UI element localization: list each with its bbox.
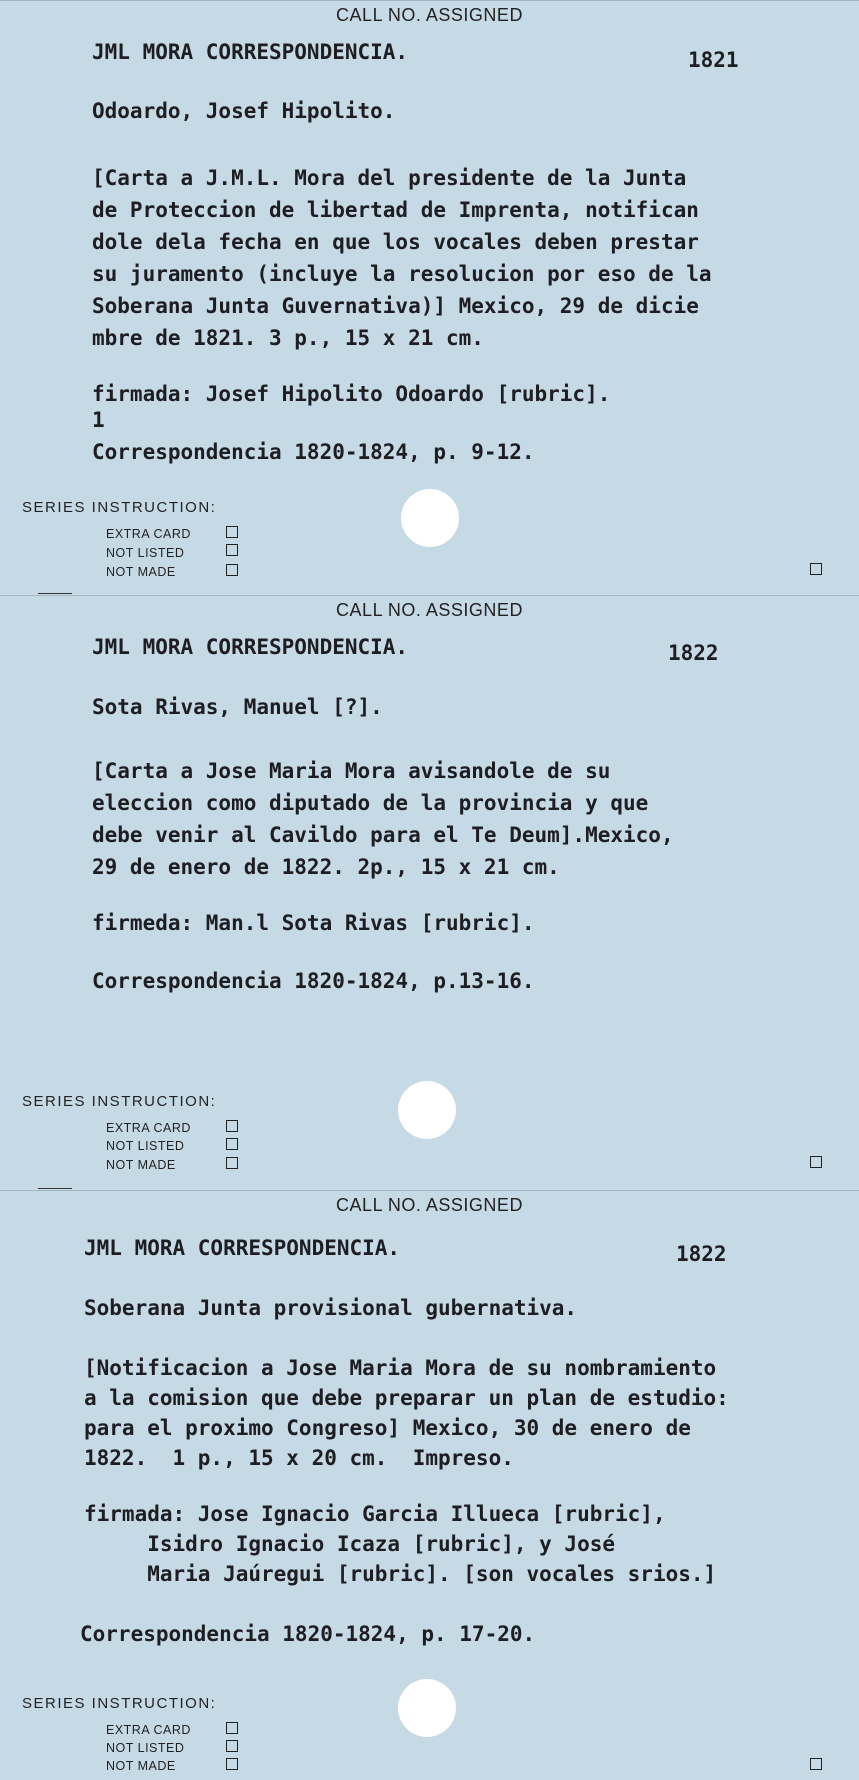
extra-card-checkbox[interactable] — [226, 1722, 238, 1734]
description-line: para el proximo Congreso] Mexico, 30 de enero de — [84, 1416, 691, 1440]
catalog-card-1 — [0, 0, 859, 594]
extra-card-label: EXTRA CARD — [106, 1723, 191, 1737]
card-author: Soberana Junta provisional gubernativa. — [84, 1296, 578, 1320]
corner-checkbox[interactable] — [810, 1156, 822, 1168]
description-line: [Carta a J.M.L. Mora del presidente de la Junta — [92, 166, 687, 190]
card-heading: JML MORA CORRESPONDENCIA. — [92, 40, 409, 64]
card-year: 1822 — [676, 1242, 727, 1266]
corner-checkbox[interactable] — [810, 1758, 822, 1770]
description-line: Soberana Junta Guvernativa)] Mexico, 29 de dicie — [92, 294, 699, 318]
description-line: [Notificacion a Jose Maria Mora de su nombramiento — [84, 1356, 717, 1380]
signature-line: firmeda: Man.l Sota Rivas [rubric]. — [92, 911, 535, 935]
reference-line: Correspondencia 1820-1824, p. 9-12. — [92, 440, 535, 464]
not-listed-label: NOT LISTED — [106, 546, 185, 560]
punch-hole — [398, 1679, 456, 1737]
not-listed-label: NOT LISTED — [106, 1139, 185, 1153]
not-listed-checkbox[interactable] — [226, 1740, 238, 1752]
card-heading: JML MORA CORRESPONDENCIA. — [92, 635, 409, 659]
not-made-label: NOT MADE — [106, 1158, 176, 1172]
not-listed-checkbox[interactable] — [226, 544, 238, 556]
signature-line: 1 — [92, 408, 105, 432]
signature-line: Maria Jaúregui [rubric]. [son vocales srios.] — [84, 1562, 717, 1586]
series-instruction-label: SERIES INSTRUCTION: — [22, 1695, 217, 1712]
description-line: su juramento (incluye la resolucion por eso de la — [92, 262, 712, 286]
signature-line: Isidro Ignacio Icaza [rubric], y José — [84, 1532, 616, 1556]
extra-card-label: EXTRA CARD — [106, 527, 191, 541]
punch-hole — [398, 1081, 456, 1139]
not-made-label: NOT MADE — [106, 1759, 176, 1773]
corner-checkbox[interactable] — [810, 563, 822, 575]
not-listed-label: NOT LISTED — [106, 1741, 185, 1755]
not-made-label: NOT MADE — [106, 565, 176, 579]
series-instruction-label: SERIES INSTRUCTION: — [22, 499, 217, 516]
not-made-checkbox[interactable] — [226, 1157, 238, 1169]
description-line: de Proteccion de libertad de Imprenta, notifican — [92, 198, 699, 222]
series-instruction-label: SERIES INSTRUCTION: — [22, 1093, 217, 1110]
not-listed-checkbox[interactable] — [226, 1138, 238, 1150]
card-author: Sota Rivas, Manuel [?]. — [92, 695, 383, 719]
description-line: a la comision que debe preparar un plan de estudio: — [84, 1386, 729, 1410]
card-author: Odoardo, Josef Hipolito. — [92, 99, 396, 123]
extra-card-label: EXTRA CARD — [106, 1121, 191, 1135]
call-no-assigned-label: CALL NO. ASSIGNED — [336, 1195, 523, 1215]
punch-hole — [401, 489, 459, 547]
card-year: 1822 — [668, 641, 719, 665]
call-no-assigned-label: CALL NO. ASSIGNED — [336, 600, 523, 620]
signature-line: firmada: Jose Ignacio Garcia Illueca [rubric], — [84, 1502, 666, 1526]
card-heading: JML MORA CORRESPONDENCIA. — [84, 1236, 401, 1260]
description-line: debe venir al Cavildo para el Te Deum].Mexico, — [92, 823, 674, 847]
extra-card-checkbox[interactable] — [226, 1120, 238, 1132]
reference-line: Correspondencia 1820-1824, p.13-16. — [92, 969, 535, 993]
description-line: dole dela fecha en que los vocales deben prestar — [92, 230, 699, 254]
description-line: eleccion como diputado de la provincia y que — [92, 791, 649, 815]
description-line: 1822. 1 p., 15 x 20 cm. Impreso. — [84, 1446, 514, 1470]
perforation-mark — [38, 593, 72, 594]
card-year: 1821 — [688, 48, 739, 72]
call-no-assigned-label: CALL NO. ASSIGNED — [336, 5, 523, 25]
signature-line: firmada: Josef Hipolito Odoardo [rubric]. — [92, 382, 611, 406]
reference-line: Correspondencia 1820-1824, p. 17-20. — [80, 1622, 536, 1646]
not-made-checkbox[interactable] — [226, 1758, 238, 1770]
description-line: mbre de 1821. 3 p., 15 x 21 cm. — [92, 326, 484, 350]
catalog-card-2 — [0, 595, 859, 1189]
not-made-checkbox[interactable] — [226, 564, 238, 576]
description-line: [Carta a Jose Maria Mora avisandole de su — [92, 759, 611, 783]
description-line: 29 de enero de 1822. 2p., 15 x 21 cm. — [92, 855, 560, 879]
catalog-card-3 — [0, 1190, 859, 1780]
perforation-mark — [38, 1188, 72, 1189]
extra-card-checkbox[interactable] — [226, 526, 238, 538]
